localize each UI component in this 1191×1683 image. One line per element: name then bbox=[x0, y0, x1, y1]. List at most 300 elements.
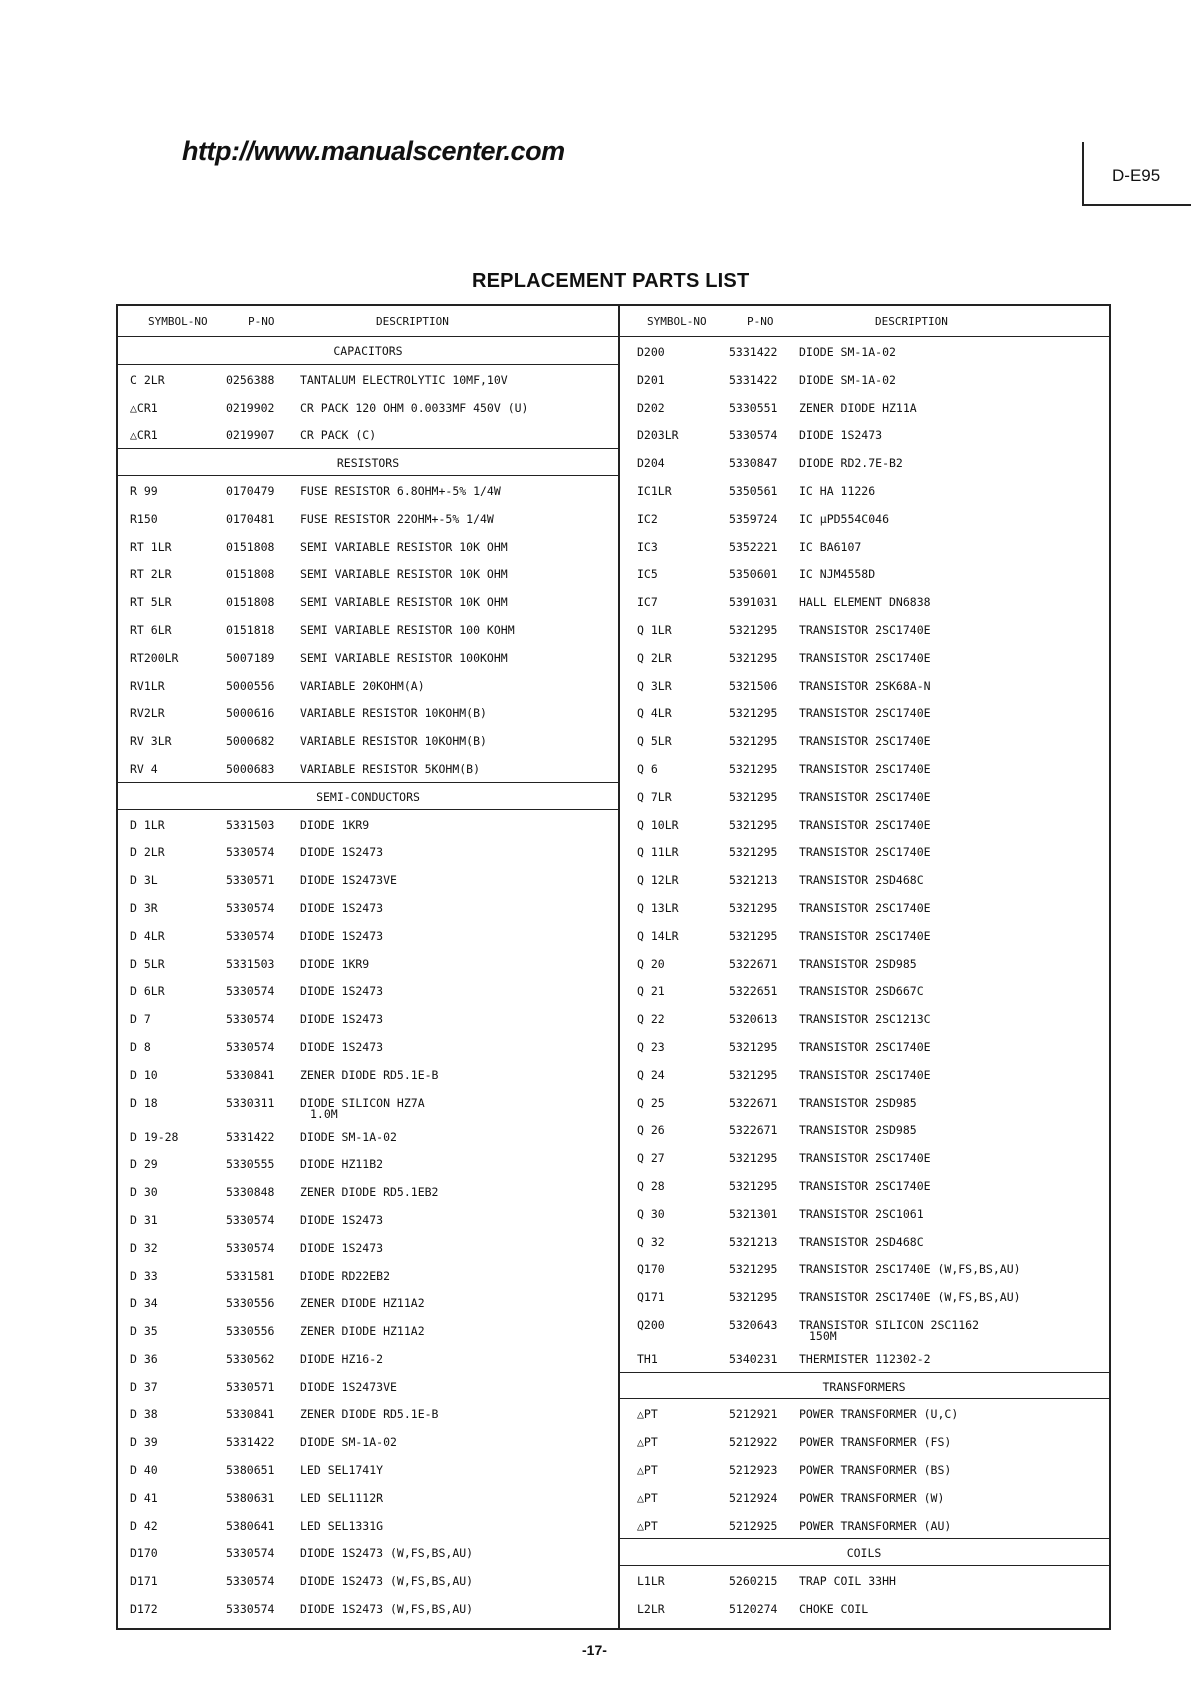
model-number: D-E95 bbox=[1112, 166, 1161, 185]
pno-cell: 5330551 bbox=[729, 400, 778, 415]
description-cell: VARIABLE RESISTOR 10KOHM(B) bbox=[300, 706, 487, 721]
symbol-cell: △PT bbox=[637, 1435, 658, 1450]
section-header bbox=[118, 337, 618, 365]
symbol-cell: Q 22 bbox=[637, 1012, 665, 1027]
pno-cell: 5330574 bbox=[226, 1012, 275, 1027]
description-cell: TRANSISTOR 2SC1740E bbox=[799, 1067, 931, 1082]
symbol-cell: D 5LR bbox=[130, 956, 165, 971]
table-row bbox=[619, 1088, 1109, 1116]
table-row bbox=[118, 587, 618, 615]
symbol-cell: TH1 bbox=[637, 1351, 658, 1366]
table-row bbox=[118, 615, 618, 643]
pno-cell: 5321295 bbox=[729, 900, 778, 915]
symbol-cell: D 7 bbox=[130, 1012, 151, 1027]
table-row bbox=[118, 1149, 618, 1177]
symbol-cell: D 3R bbox=[130, 900, 158, 915]
table-row bbox=[118, 420, 618, 448]
table-row bbox=[619, 1032, 1109, 1060]
symbol-cell: Q 7LR bbox=[637, 789, 672, 804]
table-row bbox=[118, 976, 618, 1004]
symbol-cell: Q171 bbox=[637, 1290, 665, 1305]
table-row bbox=[619, 643, 1109, 671]
description-cell: TRANSISTOR 2SC1740E bbox=[799, 622, 931, 637]
section-header bbox=[619, 1372, 1109, 1400]
description-cell: DIODE 1S2473 bbox=[300, 900, 384, 915]
description-cell: POWER TRANSFORMER (W) bbox=[799, 1490, 945, 1505]
symbol-cell: Q 27 bbox=[637, 1151, 665, 1166]
pno-cell: 5321295 bbox=[729, 928, 778, 943]
symbol-cell: IC3 bbox=[637, 539, 658, 554]
symbol-cell: RT 1LR bbox=[130, 539, 172, 554]
pno-cell: 5322671 bbox=[729, 1123, 778, 1138]
description-cell: TRANSISTOR 2SD468C bbox=[799, 1234, 924, 1249]
symbol-cell: D202 bbox=[637, 400, 665, 415]
symbol-cell: Q 13LR bbox=[637, 900, 679, 915]
symbol-cell: RT200LR bbox=[130, 650, 179, 665]
description-cell: VARIABLE RESISTOR 10KOHM(B) bbox=[300, 734, 487, 749]
table-row bbox=[619, 1199, 1109, 1227]
pno-cell: 5330574 bbox=[226, 928, 275, 943]
pno-cell: 0151808 bbox=[226, 595, 275, 610]
description-cell: POWER TRANSFORMER (BS) bbox=[799, 1463, 952, 1478]
symbol-cell: D 1LR bbox=[130, 817, 165, 832]
right-column bbox=[619, 306, 1109, 1628]
description-cell: SEMI VARIABLE RESISTOR 10K OHM bbox=[300, 539, 508, 554]
description-cell: TRANSISTOR 2SC1740E bbox=[799, 900, 931, 915]
pno-cell: 5320643 bbox=[729, 1317, 778, 1332]
table-row bbox=[118, 865, 618, 893]
table-row bbox=[619, 393, 1109, 421]
description-cell: ZENER DIODE HZ11A bbox=[799, 400, 917, 415]
description-cell: DIODE 1S2473 bbox=[300, 1039, 384, 1054]
table-row bbox=[619, 420, 1109, 448]
pno-cell: 0219907 bbox=[226, 428, 275, 443]
table-row bbox=[619, 893, 1109, 921]
source-url[interactable]: http://www.manualscenter.com bbox=[182, 136, 565, 166]
pno-cell: 5330574 bbox=[226, 1546, 275, 1561]
symbol-cell: D 41 bbox=[130, 1490, 158, 1505]
parts-table bbox=[116, 304, 1111, 1630]
header-symbol: SYMBOL-NO bbox=[148, 315, 208, 328]
pno-cell: 5330847 bbox=[729, 456, 778, 471]
table-row bbox=[118, 1316, 618, 1344]
pno-cell: 5321295 bbox=[729, 650, 778, 665]
section-header bbox=[118, 448, 618, 476]
header-pno: P-NO bbox=[248, 315, 275, 328]
pno-cell: 5331422 bbox=[729, 345, 778, 359]
symbol-cell: RV 3LR bbox=[130, 734, 172, 749]
symbol-cell: △CR1 bbox=[130, 428, 158, 443]
section-title: TRANSFORMERS bbox=[822, 1379, 906, 1394]
symbol-cell: L2LR bbox=[637, 1602, 665, 1617]
pno-cell: 5331503 bbox=[226, 956, 275, 971]
symbol-cell: D201 bbox=[637, 372, 665, 387]
description-cell: DIODE 1S2473VE bbox=[300, 873, 397, 888]
table-row bbox=[118, 559, 618, 587]
description-cell: HALL ELEMENT DN6838 bbox=[799, 595, 931, 610]
section-title: RESISTORS bbox=[336, 456, 400, 471]
symbol-cell: D171 bbox=[130, 1574, 158, 1589]
description-cell: VARIABLE RESISTOR 5KOHM(B) bbox=[300, 761, 481, 776]
table-row bbox=[118, 393, 618, 421]
symbol-cell: D 4LR bbox=[130, 928, 165, 943]
pno-cell: 5322651 bbox=[729, 984, 778, 999]
header-description: DESCRIPTION bbox=[875, 315, 948, 328]
pno-cell: 5331581 bbox=[226, 1268, 275, 1283]
pno-cell: 5000682 bbox=[226, 734, 275, 749]
description-cell: DIODE 1S2473 (W,FS,BS,AU) bbox=[300, 1546, 474, 1561]
description-cell: THERMISTER 112302-2 bbox=[799, 1351, 931, 1366]
pno-cell: 5380651 bbox=[226, 1463, 275, 1478]
description-cell: IC NJM4558D bbox=[799, 567, 876, 582]
description-cell: ZENER DIODE HZ11A2 bbox=[300, 1324, 425, 1339]
pno-cell: 0151818 bbox=[226, 622, 275, 637]
description-cell: TRANSISTOR 2SD468C bbox=[799, 873, 924, 888]
symbol-cell: D 38 bbox=[130, 1407, 158, 1422]
symbol-cell: C 2LR bbox=[130, 372, 165, 387]
pno-cell: 5330574 bbox=[729, 428, 778, 443]
table-row bbox=[619, 1594, 1109, 1622]
table-row bbox=[118, 893, 618, 921]
table-row bbox=[118, 365, 618, 393]
description-cell: IC HA 11226 bbox=[799, 483, 876, 498]
description-cell: TRANSISTOR 2SC1740E (W,FS,BS,AU) bbox=[799, 1290, 1021, 1305]
table-row bbox=[619, 1399, 1109, 1427]
description-cell-continued: 150M bbox=[809, 1328, 837, 1343]
symbol-cell: D203LR bbox=[637, 428, 679, 443]
table-row bbox=[619, 1115, 1109, 1143]
pno-cell: 5350561 bbox=[729, 483, 778, 498]
table-row bbox=[619, 337, 1109, 365]
pno-cell: 5330841 bbox=[226, 1407, 275, 1422]
pno-cell: 5331422 bbox=[729, 372, 778, 387]
description-cell: TRANSISTOR 2SC1740E bbox=[799, 1178, 931, 1193]
table-row bbox=[619, 671, 1109, 699]
symbol-cell: D 19-28 bbox=[130, 1129, 179, 1144]
pno-cell: 5120274 bbox=[729, 1602, 778, 1617]
symbol-cell: IC7 bbox=[637, 595, 658, 610]
symbol-cell: Q200 bbox=[637, 1317, 665, 1332]
table-row bbox=[619, 1310, 1109, 1344]
symbol-cell: Q 26 bbox=[637, 1123, 665, 1138]
table-row bbox=[619, 1004, 1109, 1032]
symbol-cell: Q 12LR bbox=[637, 873, 679, 888]
description-cell: ZENER DIODE RD5.1EB2 bbox=[300, 1185, 439, 1200]
table-row bbox=[118, 671, 618, 699]
pno-cell: 5212921 bbox=[729, 1407, 778, 1422]
description-cell-continued: 1.0M bbox=[310, 1106, 338, 1121]
table-row bbox=[118, 532, 618, 560]
description-cell: TRANSISTOR 2SK68A-N bbox=[799, 678, 931, 693]
symbol-cell: △PT bbox=[637, 1490, 658, 1505]
table-row bbox=[619, 921, 1109, 949]
pno-cell: 5321295 bbox=[729, 622, 778, 637]
symbol-cell: Q 10LR bbox=[637, 817, 679, 832]
right-rows bbox=[619, 337, 1109, 1622]
pno-cell: 5260215 bbox=[729, 1574, 778, 1589]
description-cell: DIODE SILICON HZ7A bbox=[300, 1095, 425, 1110]
description-cell: DIODE 1S2473VE bbox=[300, 1379, 397, 1394]
pno-cell: 5321295 bbox=[729, 1290, 778, 1305]
table-row bbox=[619, 1227, 1109, 1255]
symbol-cell: Q 6 bbox=[637, 761, 658, 776]
symbol-cell: Q170 bbox=[637, 1262, 665, 1277]
symbol-cell: △CR1 bbox=[130, 400, 158, 415]
description-cell: SEMI VARIABLE RESISTOR 10K OHM bbox=[300, 595, 508, 610]
table-row bbox=[118, 1344, 618, 1372]
table-row bbox=[619, 1060, 1109, 1088]
description-cell: TRANSISTOR 2SC1061 bbox=[799, 1206, 924, 1221]
description-cell: DIODE HZ11B2 bbox=[300, 1157, 384, 1172]
description-cell: TRANSISTOR 2SC1740E bbox=[799, 1039, 931, 1054]
description-cell: CR PACK 120 OHM 0.0033MF 450V (U) bbox=[300, 400, 529, 415]
symbol-cell: R150 bbox=[130, 511, 158, 526]
description-cell: DIODE SM-1A-02 bbox=[799, 345, 896, 359]
page-number: -17- bbox=[582, 1642, 607, 1658]
description-cell: DIODE SM-1A-02 bbox=[799, 372, 896, 387]
symbol-cell: D 29 bbox=[130, 1157, 158, 1172]
description-cell: TRANSISTOR 2SD667C bbox=[799, 984, 924, 999]
symbol-cell: IC2 bbox=[637, 511, 658, 526]
table-row bbox=[118, 949, 618, 977]
table-row bbox=[118, 1060, 618, 1088]
pno-cell: 5321295 bbox=[729, 734, 778, 749]
table-row bbox=[619, 810, 1109, 838]
pno-cell: 5322671 bbox=[729, 1095, 778, 1110]
table-row bbox=[118, 643, 618, 671]
symbol-cell: D172 bbox=[130, 1602, 158, 1617]
symbol-cell: RT 2LR bbox=[130, 567, 172, 582]
table-row bbox=[118, 1455, 618, 1483]
description-cell: TRAP COIL 33HH bbox=[799, 1574, 896, 1589]
description-cell: DIODE 1S2473 (W,FS,BS,AU) bbox=[300, 1602, 474, 1617]
description-cell: TRANSISTOR 2SD985 bbox=[799, 956, 917, 971]
table-row bbox=[619, 1282, 1109, 1310]
description-cell: SEMI VARIABLE RESISTOR 100 KOHM bbox=[300, 622, 515, 637]
left-header bbox=[118, 306, 618, 337]
symbol-cell: D 6LR bbox=[130, 984, 165, 999]
section-title: COILS bbox=[846, 1546, 882, 1561]
description-cell: CR PACK (C) bbox=[300, 428, 377, 443]
table-row bbox=[619, 976, 1109, 1004]
symbol-cell: Q 11LR bbox=[637, 845, 679, 860]
table-row bbox=[118, 1177, 618, 1205]
symbol-cell: Q 3LR bbox=[637, 678, 672, 693]
description-cell: DIODE HZ16-2 bbox=[300, 1351, 384, 1366]
table-row bbox=[118, 1594, 618, 1622]
pno-cell: 5330574 bbox=[226, 1212, 275, 1227]
description-cell: IC μPD554C046 bbox=[799, 511, 890, 526]
pno-cell: 5321295 bbox=[729, 1178, 778, 1193]
table-row bbox=[118, 754, 618, 782]
description-cell: DIODE 1S2473 bbox=[300, 1240, 384, 1255]
header-pno: P-NO bbox=[747, 315, 774, 328]
symbol-cell: R 99 bbox=[130, 483, 158, 498]
symbol-cell: Q 23 bbox=[637, 1039, 665, 1054]
pno-cell: 5352221 bbox=[729, 539, 778, 554]
table-row bbox=[118, 810, 618, 838]
table-row bbox=[619, 754, 1109, 782]
description-cell: SEMI VARIABLE RESISTOR 100KOHM bbox=[300, 650, 508, 665]
description-cell: ZENER DIODE RD5.1E-B bbox=[300, 1407, 439, 1422]
description-cell: TRANSISTOR 2SC1740E bbox=[799, 789, 931, 804]
symbol-cell: Q 28 bbox=[637, 1178, 665, 1193]
table-row bbox=[619, 1143, 1109, 1171]
symbol-cell: RV1LR bbox=[130, 678, 165, 693]
table-row bbox=[118, 1372, 618, 1400]
pno-cell: 5321295 bbox=[729, 706, 778, 721]
symbol-cell: △PT bbox=[637, 1407, 658, 1422]
description-cell: TRANSISTOR 2SC1740E bbox=[799, 928, 931, 943]
pno-cell: 5330571 bbox=[226, 1379, 275, 1394]
pno-cell: 5321301 bbox=[729, 1206, 778, 1221]
symbol-cell: D 2LR bbox=[130, 845, 165, 860]
description-cell: TANTALUM ELECTROLYTIC 10MF,10V bbox=[300, 372, 508, 387]
description-cell: TRANSISTOR 2SC1740E bbox=[799, 1151, 931, 1166]
description-cell: DIODE 1S2473 (W,FS,BS,AU) bbox=[300, 1574, 474, 1589]
description-cell: DIODE 1S2473 bbox=[300, 845, 384, 860]
pno-cell: 5330574 bbox=[226, 1039, 275, 1054]
pno-cell: 5330848 bbox=[226, 1185, 275, 1200]
description-cell: LED SEL1331G bbox=[300, 1518, 384, 1533]
pno-cell: 5330574 bbox=[226, 984, 275, 999]
symbol-cell: Q 5LR bbox=[637, 734, 672, 749]
symbol-cell: D 37 bbox=[130, 1379, 158, 1394]
pno-cell: 5330311 bbox=[226, 1095, 275, 1110]
header-symbol: SYMBOL-NO bbox=[647, 315, 707, 328]
pno-cell: 5330562 bbox=[226, 1351, 275, 1366]
symbol-cell: D170 bbox=[130, 1546, 158, 1561]
table-row bbox=[118, 1205, 618, 1233]
pno-cell: 5331422 bbox=[226, 1129, 275, 1144]
pno-cell: 5330574 bbox=[226, 900, 275, 915]
description-cell: IC BA6107 bbox=[799, 539, 862, 554]
description-cell: DIODE RD22EB2 bbox=[300, 1268, 391, 1283]
pno-cell: 5330556 bbox=[226, 1324, 275, 1339]
pno-cell: 5321213 bbox=[729, 873, 778, 888]
symbol-cell: D 32 bbox=[130, 1240, 158, 1255]
description-cell: TRANSISTOR 2SC1740E bbox=[799, 734, 931, 749]
symbol-cell: Q 4LR bbox=[637, 706, 672, 721]
symbol-cell: D 36 bbox=[130, 1351, 158, 1366]
pno-cell: 5350601 bbox=[729, 567, 778, 582]
description-cell: FUSE RESISTOR 22OHM+-5% 1/4W bbox=[300, 511, 494, 526]
symbol-cell: D 40 bbox=[130, 1463, 158, 1478]
description-cell: DIODE 1S2473 bbox=[300, 1212, 384, 1227]
pno-cell: 5212924 bbox=[729, 1490, 778, 1505]
table-row bbox=[118, 1427, 618, 1455]
pno-cell: 0219902 bbox=[226, 400, 275, 415]
symbol-cell: D 42 bbox=[130, 1518, 158, 1533]
table-row bbox=[619, 1455, 1109, 1483]
table-row bbox=[118, 1288, 618, 1316]
pno-cell: 0151808 bbox=[226, 539, 275, 554]
description-cell: LED SEL1112R bbox=[300, 1490, 384, 1505]
symbol-cell: Q 32 bbox=[637, 1234, 665, 1249]
table-row bbox=[118, 1233, 618, 1261]
description-cell: TRANSISTOR 2SD985 bbox=[799, 1123, 917, 1138]
description-cell: TRANSISTOR 2SC1740E (W,FS,BS,AU) bbox=[799, 1262, 1021, 1277]
section-header bbox=[619, 1538, 1109, 1566]
symbol-cell: D 30 bbox=[130, 1185, 158, 1200]
pno-cell: 5007189 bbox=[226, 650, 275, 665]
symbol-cell: △PT bbox=[637, 1463, 658, 1478]
pno-cell: 5391031 bbox=[729, 595, 778, 610]
pno-cell: 5321506 bbox=[729, 678, 778, 693]
pno-cell: 5212925 bbox=[729, 1518, 778, 1533]
pno-cell: 5330556 bbox=[226, 1296, 275, 1311]
left-rows bbox=[118, 337, 618, 1622]
pno-cell: 5331503 bbox=[226, 817, 275, 832]
symbol-cell: D 35 bbox=[130, 1324, 158, 1339]
table-row bbox=[619, 559, 1109, 587]
symbol-cell: RV 4 bbox=[130, 761, 158, 776]
description-cell: DIODE 1S2473 bbox=[799, 428, 883, 443]
table-row bbox=[118, 1261, 618, 1289]
symbol-cell: D 18 bbox=[130, 1095, 158, 1110]
description-cell: TRANSISTOR 2SC1740E bbox=[799, 845, 931, 860]
description-cell: POWER TRANSFORMER (AU) bbox=[799, 1518, 952, 1533]
table-row bbox=[118, 1483, 618, 1511]
symbol-cell: Q 14LR bbox=[637, 928, 679, 943]
table-row bbox=[619, 587, 1109, 615]
pno-cell: 5340231 bbox=[729, 1351, 778, 1366]
symbol-cell: D 8 bbox=[130, 1039, 151, 1054]
pno-cell: 5321295 bbox=[729, 845, 778, 860]
table-row bbox=[118, 1032, 618, 1060]
description-cell: TRANSISTOR 2SC1740E bbox=[799, 650, 931, 665]
left-column bbox=[118, 306, 620, 1628]
table-row bbox=[118, 837, 618, 865]
symbol-cell: D200 bbox=[637, 345, 665, 359]
description-cell: DIODE SM-1A-02 bbox=[300, 1129, 397, 1144]
symbol-cell: Q 24 bbox=[637, 1067, 665, 1082]
symbol-cell: D 39 bbox=[130, 1435, 158, 1450]
table-row bbox=[619, 1344, 1109, 1372]
table-row bbox=[619, 1427, 1109, 1455]
description-cell: DIODE 1KR9 bbox=[300, 817, 370, 832]
description-cell: POWER TRANSFORMER (U,C) bbox=[799, 1407, 959, 1422]
pno-cell: 5321295 bbox=[729, 789, 778, 804]
table-row bbox=[619, 504, 1109, 532]
table-row bbox=[619, 1483, 1109, 1511]
pno-cell: 5330555 bbox=[226, 1157, 275, 1172]
pno-cell: 5330574 bbox=[226, 1602, 275, 1617]
description-cell: TRANSISTOR 2SC1213C bbox=[799, 1012, 931, 1027]
table-row bbox=[619, 837, 1109, 865]
symbol-cell: RT 6LR bbox=[130, 622, 172, 637]
table-row bbox=[619, 615, 1109, 643]
table-row bbox=[118, 476, 618, 504]
pno-cell: 5321295 bbox=[729, 761, 778, 776]
table-row bbox=[619, 1254, 1109, 1282]
pno-cell: 5359724 bbox=[729, 511, 778, 526]
table-row bbox=[619, 949, 1109, 977]
description-cell: FUSE RESISTOR 6.8OHM+-5% 1/4W bbox=[300, 483, 501, 498]
pno-cell: 5321213 bbox=[729, 1234, 778, 1249]
pno-cell: 5330574 bbox=[226, 845, 275, 860]
pno-cell: 5000683 bbox=[226, 761, 275, 776]
pno-cell: 5212923 bbox=[729, 1463, 778, 1478]
pno-cell: 5000556 bbox=[226, 678, 275, 693]
table-row bbox=[619, 448, 1109, 476]
symbol-cell: Q 20 bbox=[637, 956, 665, 971]
table-row bbox=[619, 726, 1109, 754]
symbol-cell: Q 30 bbox=[637, 1206, 665, 1221]
table-row bbox=[619, 782, 1109, 810]
table-row bbox=[118, 921, 618, 949]
symbol-cell: D 34 bbox=[130, 1296, 158, 1311]
